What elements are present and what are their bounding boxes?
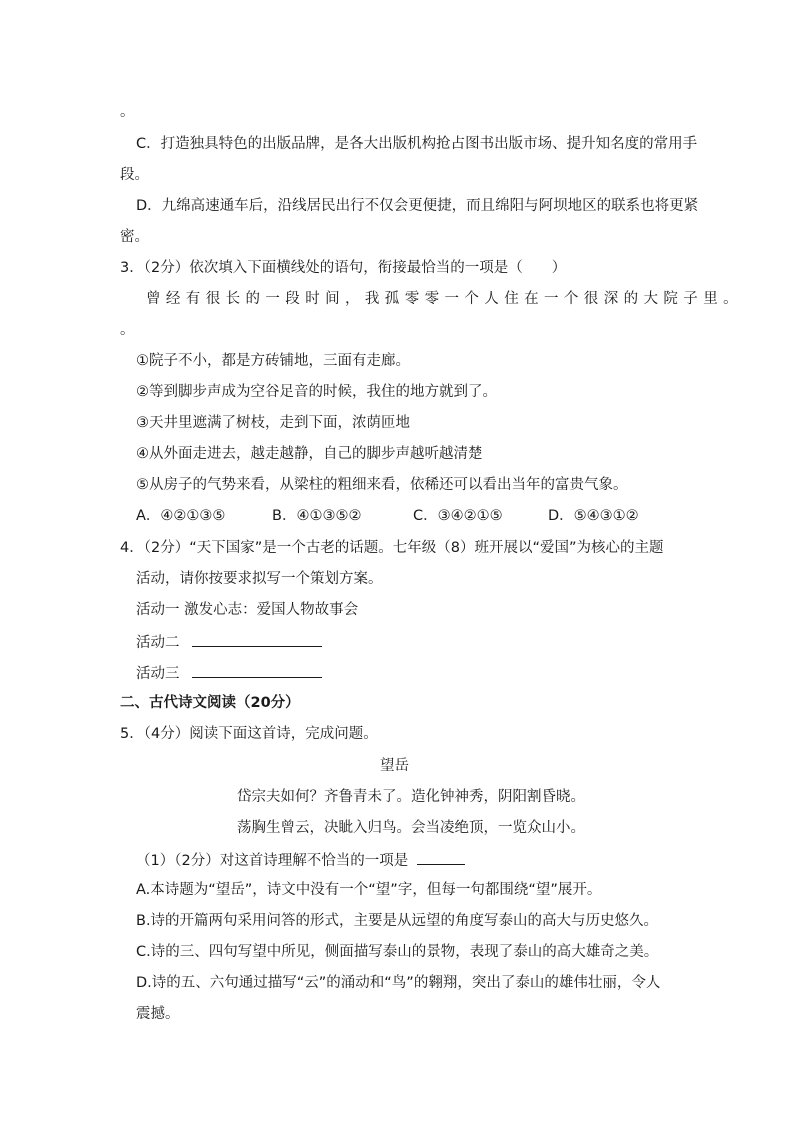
q3-item-2: ②等到脚步声成为空谷足音的时候，我住的地方就到了。 — [136, 384, 497, 400]
q5-option-d-line2: 震撼。 — [136, 1006, 180, 1022]
q4-stem-line2: 活动，请你按要求拟写一个策划方案。 — [136, 571, 383, 587]
q4-activity-2-label: 活动二 — [136, 635, 180, 651]
q5-stem: 5．（4分）阅读下面这首诗，完成问题。 — [120, 726, 378, 742]
q5-sub1-row — [136, 849, 465, 871]
q4-activity-1: 活动一 激发心志：爱国人物故事会 — [136, 602, 359, 618]
q3-option-d: D．⑤④③①② — [548, 508, 639, 524]
poem-line-1: 岱宗夫如何？齐鲁青未了。造化钟神秀，阴阳割昏晓。 — [237, 789, 585, 805]
q2-option-c-line2: 段。 — [120, 167, 149, 183]
q4-activity-3-row — [136, 662, 322, 684]
q5-option-d-line1: D.诗的五、六句通过描写“云”的涌动和“鸟”的翱翔，突出了泰山的雄伟壮丽，令人 — [136, 975, 661, 991]
section-2-title: 二、古代诗文阅读（20分） — [120, 695, 300, 711]
q3-stem: 3．（2分）依次填入下面横线处的语句，衔接最恰当的一项是（ ） — [120, 260, 567, 276]
q2-option-d-line1: D．九绵高速通车后，沿线居民出行不仅会更便捷，而且绵阳与阿坝地区的联系也将更紧 — [136, 198, 699, 214]
q4-activity-2-row — [136, 631, 322, 653]
q3-item-1: ①院子不小，都是方砖铺地，三面有走廊。 — [136, 353, 410, 369]
q3-option-a: A．④②①③⑤ — [136, 508, 226, 524]
poem-line-2: 荡胸生曾云，决眦入归鸟。会当凌绝顶，一览众山小。 — [237, 820, 585, 836]
q3-item-5: ⑤从房子的气势来看，从梁柱的粗细来看，依稀还可以看出当年的富贵气象。 — [136, 477, 628, 493]
q3-option-c: C．③④②①⑤ — [413, 508, 503, 524]
q3-passage: 曾经有很长的一段时间，我孤零零一个人住在一个很深的大院子里。 — [146, 291, 743, 307]
q2-option-d-line2: 密。 — [120, 229, 149, 245]
q3-item-3: ③天井里遮满了树枝，走到下面，浓荫匝地 — [136, 415, 410, 431]
q5-option-b: B.诗的开篇两句采用问答的形式，主要是从远望的角度写泰山的高大与历史悠久。 — [136, 913, 659, 929]
q5-sub1-stem: （1）（2分）对这首诗理解不恰当的一项是 — [136, 853, 409, 869]
q3-passage-tail: 。 — [120, 322, 135, 338]
poem-title: 望岳 — [380, 758, 409, 774]
q4-activity-3-blank[interactable] — [192, 662, 322, 678]
q3-option-b: B．④①③⑤② — [272, 508, 362, 524]
q5-option-c: C.诗的三、四句写望中所见，侧面描写泰山的景物，表现了泰山的高大雄奇之美。 — [136, 944, 659, 960]
q2-leading-period: 。 — [120, 104, 135, 120]
q4-activity-2-blank[interactable] — [192, 631, 322, 647]
q4-stem-line1: 4．（2分）“天下国家”是一个古老的话题。七年级（8）班开展以“爱国”为核心的主题 — [120, 540, 664, 556]
q2-option-c-line1: C．打造独具特色的出版品牌，是各大出版机构抢占图书出版市场、提升知名度的常用手 — [136, 136, 698, 152]
q3-item-4: ④从外面走进去，越走越静，自己的脚步声越听越清楚 — [136, 446, 483, 462]
q5-option-a: A.本诗题为“望岳”，诗文中没有一个“望”字，但每一句都围绕“望”展开。 — [136, 882, 602, 898]
q4-activity-3-label: 活动三 — [136, 666, 180, 682]
q5-sub1-blank[interactable] — [417, 849, 465, 865]
